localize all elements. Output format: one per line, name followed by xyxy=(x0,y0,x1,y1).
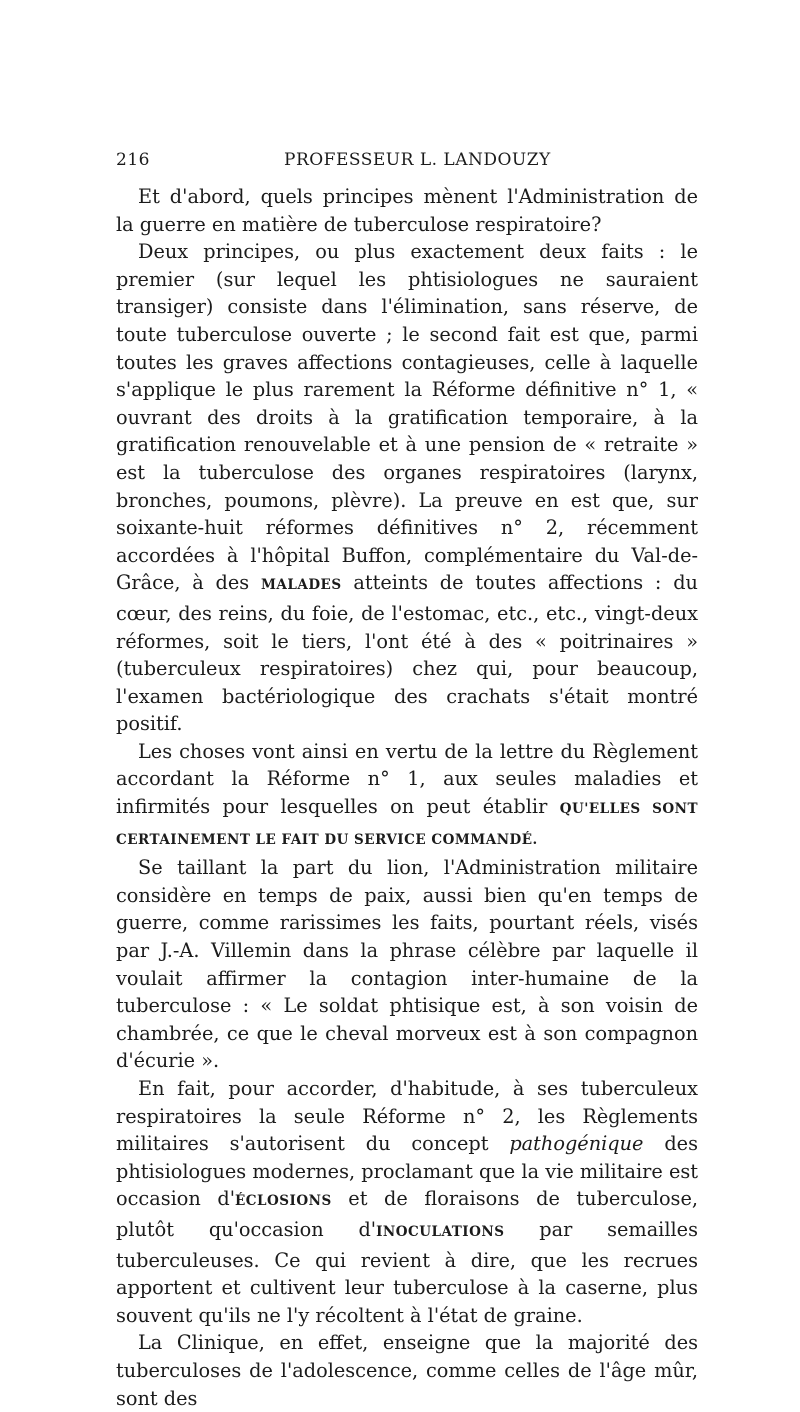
paragraph-2 xyxy=(116,238,698,738)
paragraph-5 xyxy=(116,1075,698,1329)
paragraph-2-smallcaps: MALADES xyxy=(260,577,342,594)
paragraph-1-text: Et d'abord, quels principes mènent l'Administration de la guerre en matière de tuberculose respiratoire? xyxy=(116,185,698,236)
paragraph-2-text: Deux principes, ou plus exactement deux faits : le premier (sur lequel les phtisiologues ne sauraient transiger) consiste dans l'élimination, sans réserve, de toute tuberculose ouverte ; le second fait est que, parmi toutes les graves affections contagieuses, celle à laquelle s'applique le plus rarement la Réforme définitive n° 1, « ouvrant des droits à la gratification temporaire, à la gratification renouvelable et à une pension de « retraite » est la tuberculose des organes respiratoires (larynx, bronches, poumons, plèvre). La preuve en est que, sur soixante-huit réformes définitives n° 2, récemment accordées à l'hôpital Buffon, complémentaire du Val-de-Grâce, à des xyxy=(116,240,698,595)
page-number: 216 xyxy=(116,150,150,170)
paragraph-5-part-a: En fait, pour accorder, d'habitude, à ses tuberculeux respiratoires la seule Réforme n° 2, les Règlements militaires s'autorisent du concept xyxy=(116,1077,698,1156)
paragraph-5-part-b: des phtisiologues modernes, proclamant que la vie militaire est occasion d' xyxy=(116,1132,698,1211)
paragraph-4 xyxy=(116,854,698,1075)
paragraph-5-italic: pathogénique xyxy=(509,1132,644,1156)
paragraph-5-smallcaps-1: ÉCLOSIONS xyxy=(235,1193,332,1210)
paragraph-3 xyxy=(116,738,698,854)
paragraph-1 xyxy=(116,183,698,238)
paragraph-6-text: La Clinique, en effet, enseigne que la majorité des tuberculoses de l'adolescence, comme celles de l'âge mûr, sont des xyxy=(116,1331,698,1410)
paragraph-5-smallcaps-2: INOCULATIONS xyxy=(376,1223,505,1240)
paragraph-5-part-c: et de floraisons de tuberculose, plutôt qu'occasion d' xyxy=(116,1187,698,1241)
paragraph-6 xyxy=(116,1329,698,1412)
paragraph-4-text: Se taillant la part du lion, l'Administration militaire considère en temps de paix, aussi bien qu'en temps de guerre, comme rarissimes les faits, pourtant réels, visés par J.-A. Villemin dans la phrase célèbre par laquelle il voulait affirmer la contagion inter-humaine de la tuberculose : « Le soldat phtisique est, à son voisin de chambrée, ce que le cheval morveux est à son compagnon d'écurie ». xyxy=(116,856,698,1073)
paragraph-3-text: Les choses vont ainsi en vertu de la lettre du Règlement accordant la Réforme n° 1, aux seules maladies et infirmités pour lesquelles on peut établir xyxy=(116,739,698,819)
paragraph-5-part-d: par semailles tuberculeuses. Ce qui revient à dire, que les recrues apportent et cultivent leur tuberculose à la caserne, plus souvent qu'ils ne l'y récoltent à l'état de graine. xyxy=(116,1217,698,1327)
paragraph-3-caps: QU'ELLES SONT CERTAINEMENT LE FAIT DU SERVICE COMMANDÉ. xyxy=(116,801,698,848)
running-title: PROFESSEUR L. LANDOUZY xyxy=(284,150,551,170)
body-text xyxy=(116,183,698,1412)
paragraph-2-end: atteints de toutes affections : du cœur, des reins, du foie, de l'estomac, etc., etc., vingt-deux réformes, soit le tiers, l'ont été à des « poitrinaires » (tuberculeux respiratoires) chez qui, pour beaucoup, l'examen bactériologique des crachats s'était montré positif. xyxy=(116,571,698,736)
running-header xyxy=(116,150,696,174)
